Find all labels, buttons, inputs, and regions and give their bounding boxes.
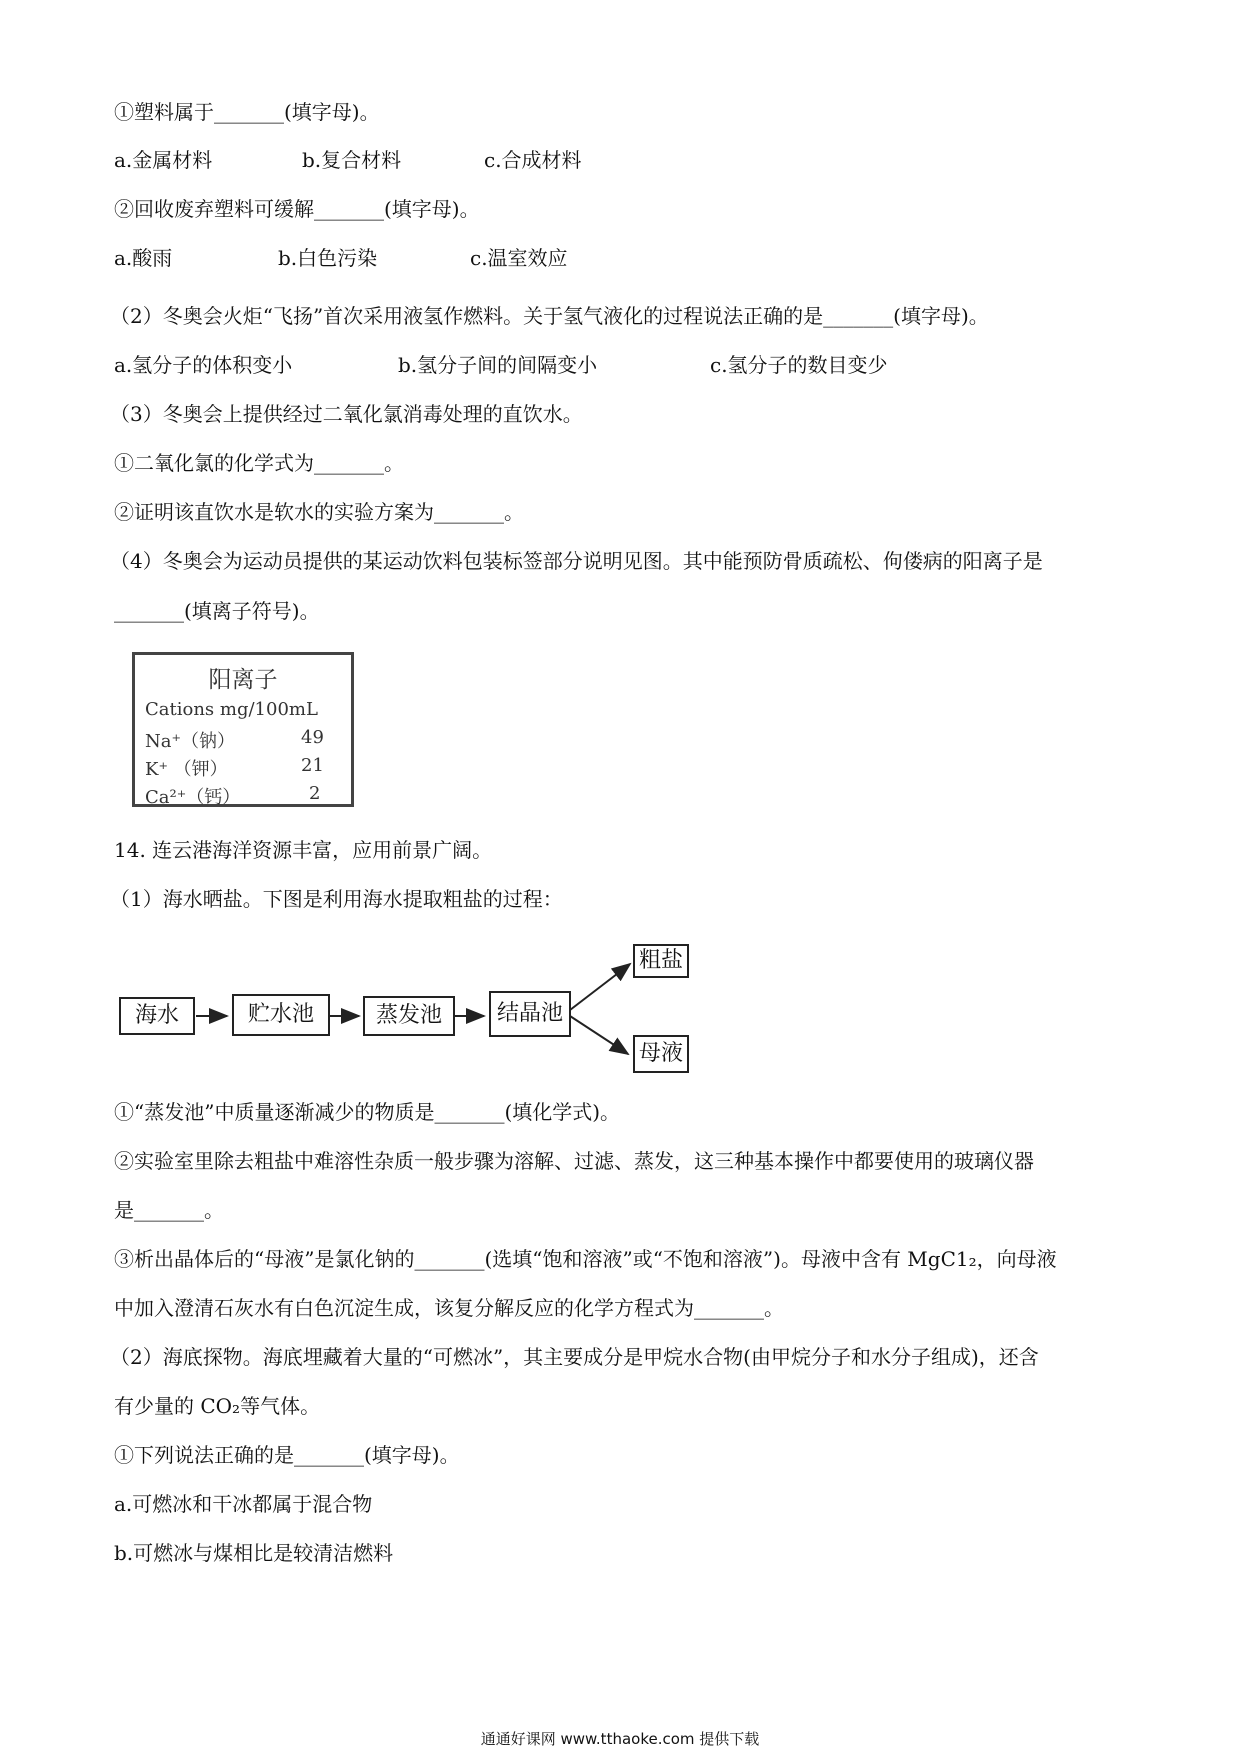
text-line: ①“蒸发池”中质量逐渐减少的物质是_______(填化学式)。: [114, 1100, 621, 1124]
flow-node-crude-salt: 粗盐: [633, 944, 689, 978]
text-line: ②证明该直饮水是软水的实验方案为_______。: [114, 500, 524, 524]
flow-node-evaporation-pond: 蒸发池: [363, 996, 455, 1036]
text-line: ③析出晶体后的“母液”是氯化钠的_______(选填“饱和溶液”或“不饱和溶液”)。母液中含有 MgC1₂，向母液: [114, 1247, 1057, 1271]
flow-node-seawater: 海水: [119, 997, 195, 1035]
option-a: a.金属材料: [114, 148, 213, 172]
flow-node-reservoir: 贮水池: [232, 994, 330, 1036]
text-line: b.可燃冰与煤相比是较清洁燃料: [114, 1541, 394, 1565]
label-ion: K⁺ （钾）: [145, 759, 228, 780]
text-line: ①下列说法正确的是_______(填字母)。: [114, 1443, 460, 1467]
text-line: ②回收废弃塑料可缓解_______(填字母)。: [114, 197, 480, 221]
option-a: a.氢分子的体积变小: [114, 353, 293, 377]
option-c: c.合成材料: [484, 148, 582, 172]
page-footer: 通通好课网 www.tthaoke.com 提供下载: [480, 1730, 760, 1748]
text-line: （4）冬奥会为运动员提供的某运动饮料包装标签部分说明见图。其中能预防骨质疏松、佝偻病的阳离子是: [110, 549, 1043, 573]
text-line: （3）冬奥会上提供经过二氧化氯消毒处理的直饮水。: [110, 402, 583, 426]
text-line: _______(填离子符号)。: [114, 599, 320, 623]
flow-node-crystallization-pond: 结晶池: [489, 991, 571, 1037]
text-line: ①塑料属于_______(填字母)。: [114, 100, 380, 124]
label-header: Cations mg/100mL: [145, 699, 318, 720]
label-value: 2: [309, 783, 321, 804]
label-value: 49: [301, 727, 324, 748]
text-line: 中加入澄清石灰水有白色沉淀生成，该复分解反应的化学方程式为_______。: [114, 1296, 784, 1320]
text-line: 是_______。: [114, 1198, 224, 1222]
option-b: b.氢分子间的间隔变小: [398, 353, 598, 377]
flow-node-mother-liquor: 母液: [633, 1035, 689, 1073]
label-ion: Na⁺（钠）: [145, 731, 235, 752]
label-title: 阳离子: [208, 667, 278, 693]
label-ion: Ca²⁺（钙）: [145, 787, 241, 808]
option-b: b.复合材料: [302, 148, 402, 172]
text-line: a.可燃冰和干冰都属于混合物: [114, 1492, 373, 1516]
text-line: ②实验室里除去粗盐中难溶性杂质一般步骤为溶解、过滤、蒸发，这三种基本操作中都要使用的玻璃仪器: [114, 1149, 1034, 1173]
option-c: c.氢分子的数目变少: [710, 353, 888, 377]
text-line: （1）海水晒盐。下图是利用海水提取粗盐的过程：: [110, 887, 563, 911]
text-line: （2）冬奥会火炬“飞扬”首次采用液氢作燃料。关于氢气液化的过程说法正确的是_______(填字母)。: [110, 304, 989, 328]
label-value: 21: [301, 755, 324, 776]
text-line: ①二氧化氯的化学式为_______。: [114, 451, 404, 475]
question-14: 14. 连云港海洋资源丰富，应用前景广阔。: [114, 838, 493, 862]
option-b: b.白色污染: [278, 246, 378, 270]
text-line: （2）海底探物。海底埋藏着大量的“可燃冰”，其主要成分是甲烷水合物(由甲烷分子和水分子组成)，还含: [110, 1345, 1039, 1369]
option-c: c.温室效应: [470, 246, 568, 270]
option-a: a.酸雨: [114, 246, 173, 270]
text-line: 有少量的 CO₂等气体。: [114, 1394, 321, 1418]
